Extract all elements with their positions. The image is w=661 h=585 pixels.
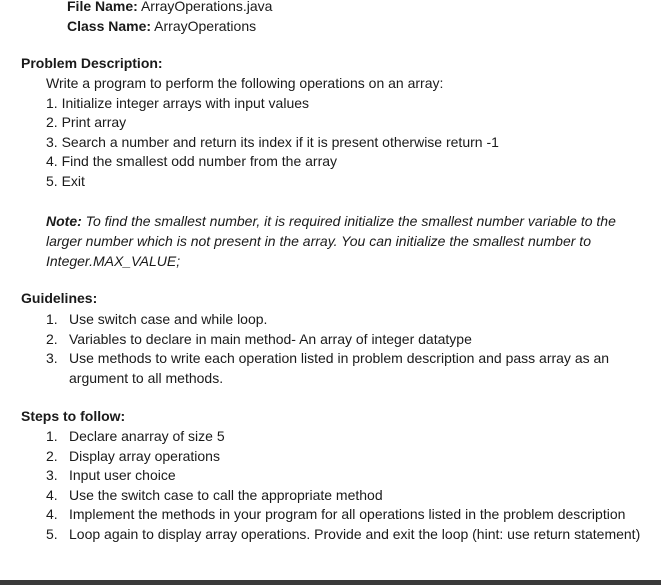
list-item — [46, 486, 646, 506]
steps-heading: Steps to follow: — [21, 408, 126, 424]
note-label: Note: — [46, 213, 82, 229]
file-name-label: File Name: — [67, 0, 138, 14]
list-item-number: 3. — [46, 350, 58, 366]
file-name-value: ArrayOperations.java — [140, 0, 273, 14]
list-item — [46, 505, 646, 525]
list-item-text: Variables to declare in main method- An array of integer datatype — [69, 330, 472, 347]
list-item-number: 4. — [46, 486, 58, 503]
list-item-text: Implement the methods in your program for all operations listed in the problem description — [69, 506, 626, 522]
problem-item: 4. Find the smallest odd number from the array — [46, 153, 338, 169]
problem-item: 2. Print array — [46, 114, 127, 130]
list-item-number: 5. — [46, 525, 58, 542]
list-item-text: Use the switch case to call the appropriate method — [69, 486, 383, 503]
list-item-text: Loop again to display array operations. Provide and exit the loop (hint: use return statement) — [69, 525, 641, 542]
note-text: To find the smallest number, it is required initialize the smallest number variable to the larger number which is not present in the array. You can initialize the smallest number to Integer.MAX_VALUE; — [46, 213, 616, 269]
file-info — [67, 0, 272, 36]
list-item — [46, 466, 646, 486]
list-item-number: 4. — [46, 506, 58, 522]
list-item-number: 1. — [46, 311, 58, 327]
problem-item: 1. Initialize integer arrays with input values — [46, 94, 310, 111]
list-item — [46, 447, 646, 467]
list-item-text: Input user choice — [69, 467, 176, 483]
problem-intro: Write a program to perform the following operations on an array: — [46, 75, 444, 91]
note-paragraph — [46, 211, 651, 271]
list-item-number: 1. — [46, 428, 58, 444]
list-item — [46, 427, 646, 447]
list-item — [46, 330, 646, 350]
list-item-text: Declare anarray of size 5 — [69, 428, 225, 444]
guidelines-list — [46, 310, 646, 388]
guidelines-heading: Guidelines: — [21, 290, 98, 306]
list-item-text: Display array operations — [69, 447, 220, 464]
list-item — [46, 525, 646, 545]
bottom-edge-bar — [0, 580, 661, 585]
problem-item: 3. Search a number and return its index if it is present otherwise return -1 — [46, 133, 499, 150]
class-name-label: Class Name: — [67, 17, 152, 34]
file-name-line — [67, 0, 272, 17]
class-name-line — [67, 17, 272, 37]
list-item-number: 2. — [46, 447, 58, 464]
steps-list — [46, 427, 646, 544]
list-item — [46, 310, 646, 330]
list-item-number: 3. — [46, 467, 58, 483]
problem-item: 5. Exit — [46, 172, 85, 189]
class-name-value: ArrayOperations — [154, 17, 257, 34]
list-item-text: Use methods to write each operation listed in problem description and pass array as an argument to all methods. — [69, 350, 610, 386]
problem-description — [46, 74, 499, 191]
list-item — [46, 349, 646, 388]
list-item-number: 2. — [46, 330, 58, 347]
problem-description-heading: Problem Description: — [21, 55, 163, 71]
list-item-text: Use switch case and while loop. — [69, 311, 268, 327]
